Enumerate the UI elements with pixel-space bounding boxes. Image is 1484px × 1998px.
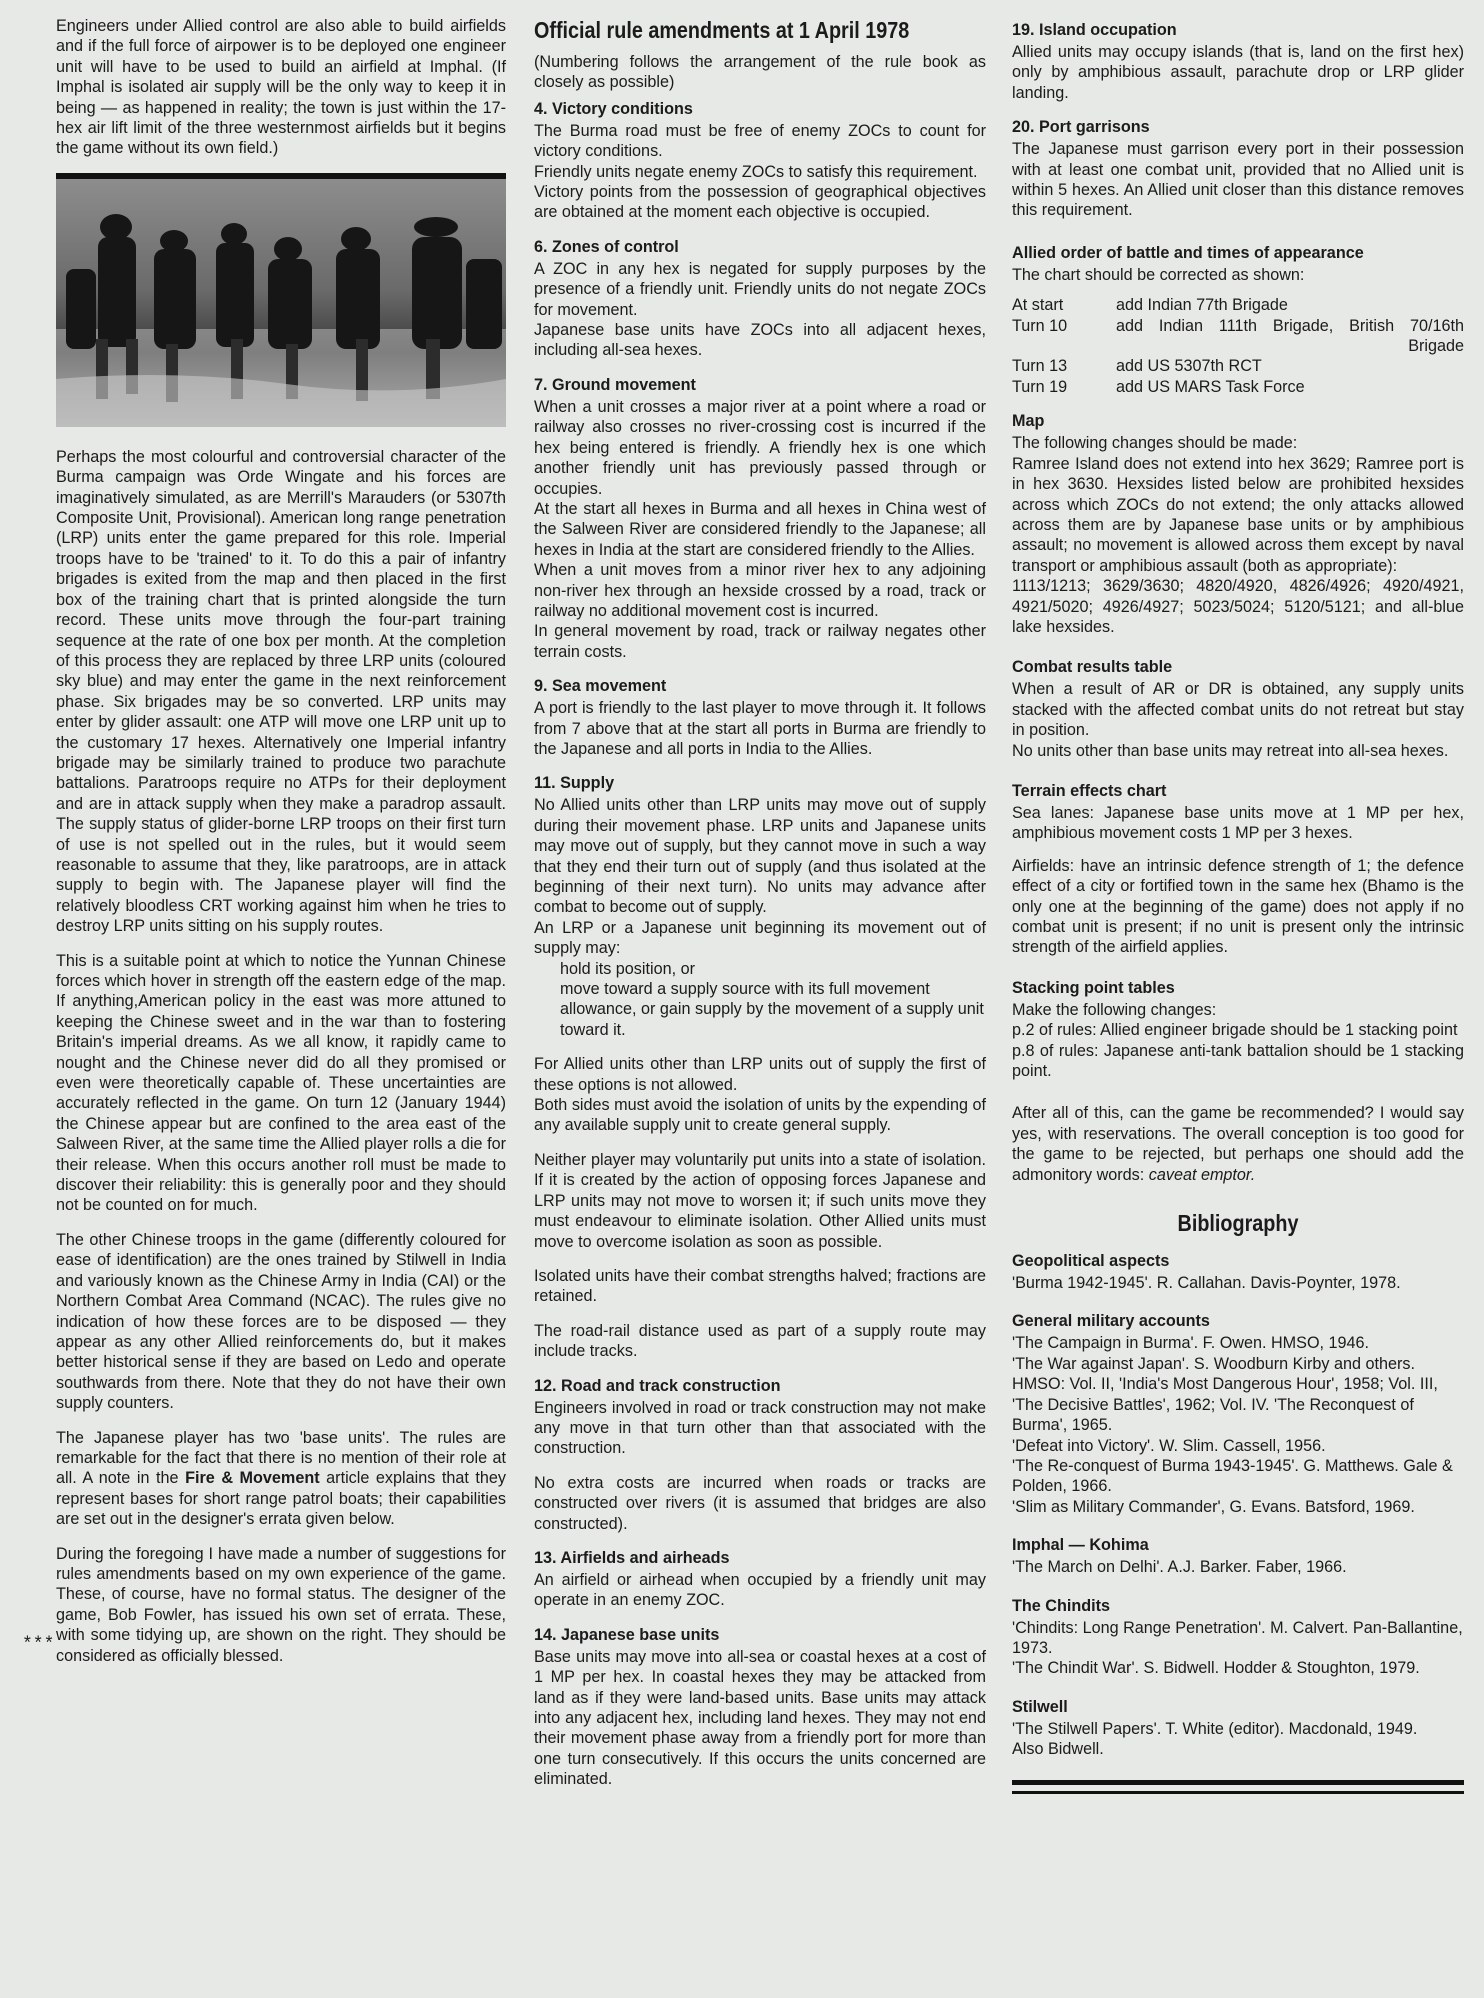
bibliography-entry: Also Bidwell. <box>1012 1740 1104 1759</box>
section-14 <box>534 1625 986 1790</box>
bibliography-heading: Imphal — Kohima <box>1012 1536 1149 1555</box>
amendments-intro: (Numbering follows the arrangement of the rule book as closely as possible) <box>534 53 986 92</box>
section-order-of-battle <box>1012 243 1464 397</box>
section-7-heading: 7. Ground movement <box>534 375 696 394</box>
oob-what: add US MARS Task Force <box>1116 377 1305 396</box>
section-14-text: Base units may move into all-sea or coastal hexes at a cost of 1 MP per hex. In coastal hexes they may be attacked from land as if they were land-based units. Base units may attack into any adjacent hex, including land hexes. They may not end their movement phase away from a friendly port for more than one turn consecutively. If this occurs the units concerned are eliminated. <box>534 1647 986 1789</box>
end-rule-2 <box>1012 1791 1464 1794</box>
crt-text: When a result of AR or DR is obtained, any supply units stacked with the affected combat units do not retreat but stay in position. No units other than base units may retreat into all-sea hexes. <box>1012 680 1464 760</box>
section-6 <box>534 237 986 361</box>
section-tec <box>1012 781 1464 958</box>
bibliography-section <box>1012 1311 1464 1517</box>
section-13-heading: 13. Airfields and airheads <box>534 1548 730 1567</box>
bibliography-section <box>1012 1697 1464 1760</box>
tec-text-2: Airfields: have an intrinsic defence strength of 1; the defence effect of a city or fortified town in the same hex (Bhamo is the only one at the beginning of the game) does not apply if no combat unit is present; if no unit is present only the intrinsic strength of the airfield applies. <box>1012 856 1464 957</box>
section-12-heading: 12. Road and track construction <box>534 1376 781 1395</box>
section-6-text: A ZOC in any hex is negated for supply purposes by the presence of a friendly unit. Friendly units do not negate ZOCs for movement. Japanese base units have ZOCs into all adjacent hexes, including all-sea hexes. <box>534 259 986 360</box>
tec-text: Sea lanes: Japanese base units move at 1 MP per hex, amphibious movement costs 1 MP per 3 hexes. <box>1012 803 1464 843</box>
bibliography-entry: 'Defeat into Victory'. W. Slim. Cassell, 1956. <box>1012 1436 1326 1455</box>
paragraph-base-units <box>56 1428 506 1530</box>
oob-what: add US 5307th RCT <box>1116 357 1262 376</box>
bibliography-entry: 'The War against Japan'. S. Woodburn Kirby and others. HMSO: Vol. II, 'India's Most Dangerous Hour', 1958; Vol. III, 'The Decisive Battles', 1962; Vol. IV. 'The Reconquest of Burma', 1965. <box>1012 1354 1438 1435</box>
bibliography-entry: 'The Stilwell Papers'. T. White (editor). Macdonald, 1949. <box>1012 1719 1418 1738</box>
amendments-title: Official rule amendments at 1 April 1978 <box>534 17 910 43</box>
oob-text: The chart should be corrected as shown: <box>1012 265 1305 284</box>
stacking-heading: Stacking point tables <box>1012 978 1175 997</box>
oob-when: Turn 13 <box>1012 357 1068 376</box>
section-13-text: An airfield or airhead when occupied by a friendly unit may operate in an enemy ZOC. <box>534 1570 986 1610</box>
bibliography <box>1012 1251 1464 1760</box>
column-right <box>1012 20 1464 1794</box>
section-19 <box>1012 20 1464 103</box>
bibliography-heading: General military accounts <box>1012 1312 1210 1331</box>
bibliography-entry: 'The March on Delhi'. A.J. Barker. Faber, 1966. <box>1012 1558 1347 1577</box>
stacking-text: Make the following changes: p.2 of rules: Allied engineer brigade should be 1 stacking point p.8 of rules: Japanese anti-tank battalion should be 1 stacking point. <box>1012 1000 1464 1081</box>
section-20-heading: 20. Port garrisons <box>1012 118 1150 137</box>
end-rule-1 <box>1012 1780 1464 1785</box>
column-left <box>56 16 506 1680</box>
base-units-text-a: The Japanese player has two 'base units'. The rules are remarkable for the fact that there is no mention of their role at all. A note in the <box>56 1428 506 1488</box>
map-text: The following changes should be made: Ramree Island does not extend into hex 3629; Ramree port is in hex 3630. Hexsides listed below are prohibited hexsides across which ZOCs do not extend; the only attacks allowed across them are by Japanese base units or by amphibious assault; no movement is allowed across them except by naval transport or amphibious assault (both as appropriate): 1113/1213; 3629/3630; 4820/4920, 4826/4926; 4920/4921, 4921/5020; 4926/4927; 5023/5024; 5120/5121; and all-blue lake hexsides. <box>1012 434 1464 636</box>
section-6-heading: 6. Zones of control <box>534 237 679 256</box>
section-stars: *** <box>22 1635 55 1655</box>
column-middle <box>534 16 986 1804</box>
section-11-option-1: hold its position, or <box>560 959 695 978</box>
bibliography-heading: Stilwell <box>1012 1697 1068 1716</box>
section-11-heading: 11. Supply <box>534 774 615 793</box>
bibliography-entry: 'Chindits: Long Range Penetration'. M. Calvert. Pan-Ballantine, 1973. <box>1012 1618 1463 1657</box>
bibliography-entry: 'Burma 1942-1945'. R. Callahan. Davis-Poynter, 1978. <box>1012 1274 1401 1293</box>
section-stacking <box>1012 978 1464 1082</box>
section-9-text: A port is friendly to the last player to move through it. It follows from 7 above that at the start all ports in Burma are friendly to the Japanese and all ports in India to the Allies. <box>534 699 986 758</box>
caveat-emptor: caveat emptor. <box>1148 1165 1256 1184</box>
bibliography-heading: Geopolitical aspects <box>1012 1252 1170 1271</box>
oob-row <box>1012 356 1464 376</box>
map-heading: Map <box>1012 412 1045 431</box>
bibliography-section <box>1012 1596 1464 1679</box>
section-7-text: When a unit crosses a major river at a point where a road or railway also crosses no river-crossing cost is incurred if the hex being entered is friendly. A friendly hex is one which another friendly unit has previously passed through or occupies. At the start all hexes in Burma and all hexes in China west of the Salween River are considered friendly to the Japanese; all hexes in India at the start are considered friendly to the Allies. When a unit moves from a minor river hex to any adjoining non-river hex through an hexside crossed by a road, track or railway no additional movement cost is incurred. In general movement by road, track or railway negates other terrain costs. <box>534 397 986 661</box>
section-20 <box>1012 117 1464 221</box>
oob-when: Turn 19 <box>1012 377 1068 396</box>
bibliography-section <box>1012 1535 1464 1577</box>
bibliography-title: Bibliography <box>1177 1210 1299 1237</box>
section-11-text: No Allied units other than LRP units may move out of supply during their movement phase. LRP units and Japanese units may move out of supply, but they cannot move in such a way that they end their turn out of supply (and thus isolated at the beginning of their next turn). No units may advance after combat to become out of supply. An LRP or a Japanese unit beginning its movement out of supply may: <box>534 796 986 958</box>
bibliography-entry: 'The Campaign in Burma'. F. Owen. HMSO, 1946. <box>1012 1334 1370 1353</box>
section-11-text-3: Neither player may voluntarily put units into a state of isolation. If it is created by the action of opposing forces Japanese and LRP units may not move to worsen it; if such units move they must endeavour to eliminate isolation. Other Allied units must move to overcome isolation as soon as possible. <box>534 1150 986 1251</box>
bibliography-entry: 'The Chindit War'. S. Bidwell. Hodder & Stoughton, 1979. <box>1012 1659 1420 1678</box>
oob-row <box>1012 295 1464 315</box>
tec-heading: Terrain effects chart <box>1012 781 1167 800</box>
bibliography-section <box>1012 1251 1464 1293</box>
conclusion <box>1012 1103 1464 1185</box>
section-4-heading: 4. Victory conditions <box>534 99 693 118</box>
section-13 <box>534 1548 986 1611</box>
crt-heading: Combat results table <box>1012 658 1173 677</box>
oob-row <box>1012 316 1464 357</box>
section-11-text-2: For Allied units other than LRP units out of supply the first of these options is not allowed. Both sides must avoid the isolation of units by the expending of any available supply unit to create general supply. <box>534 1055 986 1135</box>
section-19-heading: 19. Island occupation <box>1012 21 1177 39</box>
section-20-text: The Japanese must garrison every port in their possession with at least one combat unit, provided that no Allied unit is within 5 hexes. An Allied unit closer than this distance removes this requirement. <box>1012 140 1464 220</box>
oob-row <box>1012 377 1464 397</box>
oob-when: At start <box>1012 296 1064 315</box>
paragraph-errata-intro: During the foregoing I have made a number of suggestions for rules amendments based on my own experience of the game. These, of course, have no formal status. The designer of the game, Bob Fowler, has issued his own set of errata. These, with some tidying up, are shown on the right. They should be considered as officially blessed. <box>56 1544 506 1665</box>
paragraph-yunnan-chinese: This is a suitable point at which to notice the Yunnan Chinese forces which hover in strength off the eastern edge of the map. If anything,American policy in the east was more attuned to keeping the Chinese sweet and in the war than to fostering Britain's imperial dreams. As we all know, it rapidly came to nought and the Chinese never did do all they promised or even were theoretically capable of. These uncertainties are accurately reflected in the game. On turn 12 (January 1944) the Chinese appear but are confined to the area east of the Salween River, at the same time the Allied player rolls a die for their release. When this occurs another roll must be made to discover their reliability: this is generally poor and they should not be counted on for much. <box>56 951 506 1215</box>
bibliography-entry: 'The Re-conquest of Burma 1943-1945'. G. Matthews. Gale & Polden, 1966. <box>1012 1456 1453 1496</box>
section-map <box>1012 411 1464 637</box>
section-9-heading: 9. Sea movement <box>534 677 667 696</box>
fire-movement-ref: Fire & Movement <box>185 1469 320 1488</box>
section-19-text: Allied units may occupy islands (that is, land on the first hex) only by amphibious assault, parachute drop or LRP glider landing. <box>1012 43 1464 102</box>
oob-when: Turn 10 <box>1012 316 1068 335</box>
paragraph-engineers: Engineers under Allied control are also able to build airfields and if the full force of airpower is to be deployed one engineer unit will have to be used to build an airfield at Imphal. (If Imphal is isolated air supply will be the only way to keep it in being — as happened in reality; the town is just within the 17-hex air lift limit of the three westernmost airfields but it begins the game without its own field.) <box>56 17 506 158</box>
bibliography-entry: 'Slim as Military Commander', G. Evans. Batsford, 1969. <box>1012 1497 1415 1516</box>
oob-table <box>1012 295 1464 397</box>
section-7 <box>534 375 986 662</box>
section-11-text-5: The road-rail distance used as part of a supply route may include tracks. <box>534 1321 986 1361</box>
section-4 <box>534 99 986 223</box>
conclusion-text: After all of this, can the game be recommended? I would say yes, with reservations. The overall conception is too good for the game to be rejected, but perhaps one should add the admonitory words: <box>1012 1104 1464 1184</box>
section-12-text-2: No extra costs are incurred when roads or tracks are constructed over rivers (it is assumed that bridges are also constructed). <box>534 1473 986 1533</box>
paragraph-wingate: Perhaps the most colourful and controversial character of the Burma campaign was Orde Wingate and his forces are imaginatively simulated, as are Merrill's Marauders (or 5307th Composite Unit, Provisional). American long range penetration (LRP) units enter the game prepared for this role. Imperial troops have to be 'trained' to it. To do this a pair of infantry brigades is exited from the map and then placed in the first box of the training chart that is printed alongside the turn record. These units move through the four-part training sequence at the rate of one box per month. At the completion of this process they are replaced by three LRP units (coloured sky blue) and may enter the game in the next reinforcement phase. Six brigades may be so converted. LRP units may enter by glider assault: one ATP will move one LRP unit up to the customary 17 hexes. Alternatively one Imperial infantry brigade may be similarly trained to produce two parachute battalions. Paratroops require no ATPs for their deployment and are in attack supply when they make a paradrop assault. The supply status of glider-borne LRP troops on their first turn of use is not spelled out in the rules, but it would seem reasonable to assume that they, like paratroops, are in attack supply to begin with. The Japanese player will find the relatively bloodless CRT working against him when he tries to destroy LRP units sitting on his supply routes. <box>56 447 506 936</box>
section-crt <box>1012 657 1464 761</box>
section-11-option-2: move toward a supply source with its full movement allowance, or gain supply by the movement of a supply unit toward it. <box>560 980 984 1039</box>
soldiers-photo-image <box>56 179 506 427</box>
section-11-text-4: Isolated units have their combat strengths halved; fractions are retained. <box>534 1266 986 1306</box>
section-14-heading: 14. Japanese base units <box>534 1625 720 1644</box>
section-9 <box>534 676 986 759</box>
section-12 <box>534 1376 986 1534</box>
oob-what: add Indian 77th Brigade <box>1116 296 1288 315</box>
bibliography-heading: The Chindits <box>1012 1596 1111 1615</box>
section-4-text: The Burma road must be free of enemy ZOCs to count for victory conditions. Friendly units negate enemy ZOCs to satisfy this requirement. Victory points from the possession of geographical objectives are obtained at the moment each objective is occupied. <box>534 121 986 222</box>
soldiers-photo <box>56 173 506 427</box>
paragraph-stilwell-chinese: The other Chinese troops in the game (differently coloured for ease of identification) are the ones trained by Stilwell in India and variously known as the Chinese Army in India (CAI) or the Northern Combat Area Command (NCAC). The rules give no indication of how these forces are to be disposed — they appear as any other Allied reinforcements do, but it makes better historical sense if they are based on Ledo and operate southwards from there. Note that they do not have their own supply counters. <box>56 1230 506 1413</box>
section-12-text: Engineers involved in road or track construction may not make any move in that turn other than that associated with the construction. <box>534 1398 986 1458</box>
oob-heading: Allied order of battle and times of appearance <box>1012 243 1364 262</box>
section-11 <box>534 773 986 1361</box>
oob-what: add Indian 111th Brigade, British 70/16th Brigade <box>1116 316 1464 356</box>
base-units-text-b: article explains that they represent bases for short range patrol boats; their capabilities are set out in the designer's errata given below. <box>56 1469 506 1529</box>
